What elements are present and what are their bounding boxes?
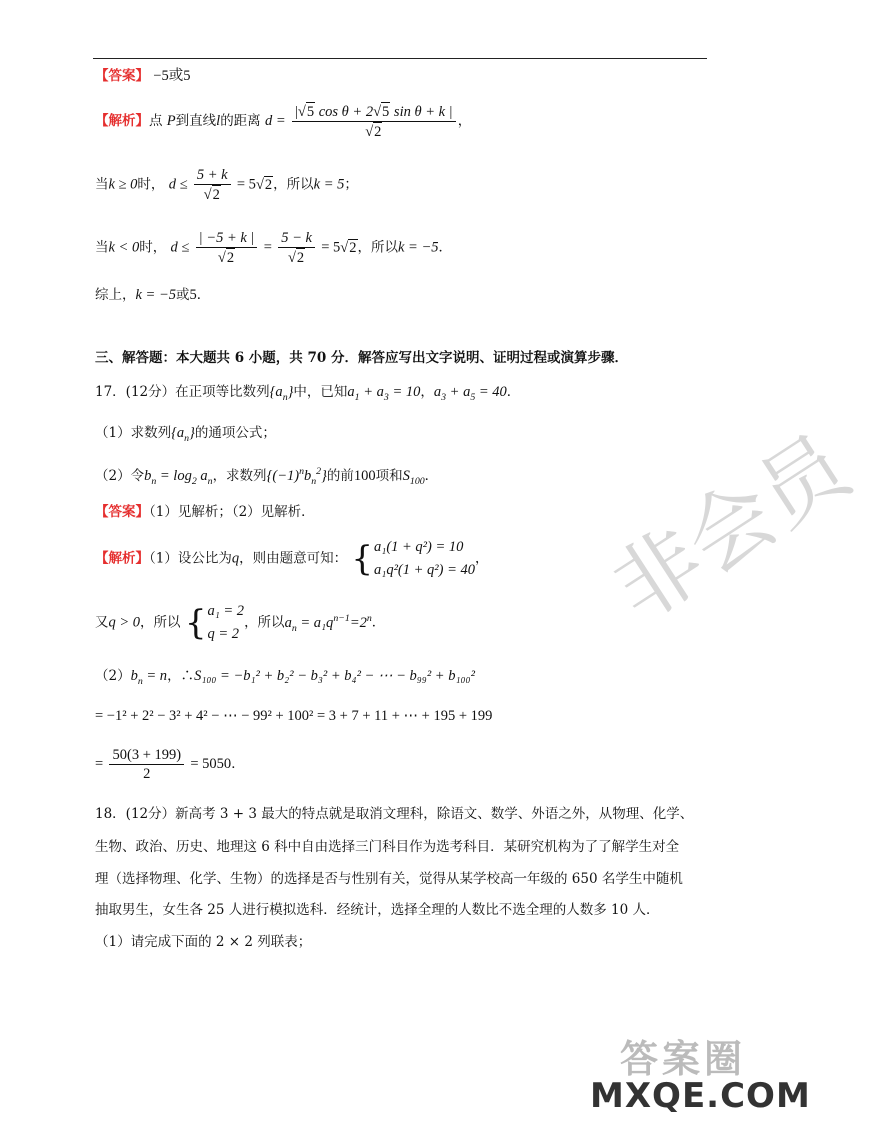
q: q — [231, 550, 240, 567]
text: ， — [420, 384, 434, 400]
a: a — [347, 384, 355, 400]
text: 综上， — [95, 287, 136, 303]
k-value: k = −5 — [398, 239, 439, 256]
sub: n — [282, 391, 288, 403]
sqrt2: 2 — [374, 124, 382, 141]
q16-case2: 当k < 0时， d ≤ $\frac{| -5 + k |}{√2}$ = $\frac{5 - k}{√2}$ = 5√2，所以k = −5． — [95, 230, 453, 267]
q16-answer: −5或5 — [153, 68, 191, 84]
b: b — [303, 467, 312, 484]
text: ，所以 — [140, 614, 181, 631]
q18-line-5: （1）请完成下面的 2 × 2 列联表； — [95, 934, 312, 950]
fraction: $\frac{| -5 + k |}{√2}$ — [196, 229, 258, 267]
condition: k ≥ 0 — [108, 176, 138, 193]
sub: n — [151, 475, 157, 487]
q18-line-3: 理（选择物理、化学、生物）的选择是否与性别有关，觉得从某学校高一年级的 650 名学生中随机 — [95, 871, 683, 887]
text: ，所以 — [273, 176, 314, 193]
plus-a: + a — [359, 384, 384, 400]
text: ． — [196, 287, 211, 303]
text: 的前 — [326, 467, 354, 484]
text: 点 — [149, 113, 163, 130]
logo-top: 答案圈 — [620, 1037, 747, 1081]
formula: d ≤ — [168, 176, 188, 193]
sub: n — [291, 622, 297, 634]
sqrt5: 5 — [382, 104, 390, 120]
text: ， — [475, 550, 489, 567]
sub: n — [137, 675, 143, 687]
q17-solution-5 — [95, 746, 245, 783]
value: = 40 — [475, 384, 507, 400]
analysis-tag: 【解析】 — [95, 113, 149, 130]
sqrt2: 2 — [296, 250, 305, 267]
text: 的通项公式； — [194, 425, 276, 441]
expr: = a₁q — [296, 614, 334, 631]
text: 当 — [95, 239, 109, 256]
line-l: l — [216, 113, 221, 130]
sqrt2: 2 — [212, 187, 220, 204]
eq: = — [95, 756, 104, 773]
text: 当 — [95, 176, 109, 193]
text: 又 — [95, 614, 109, 631]
expr: S₁₀₀ = −b₁² + b₂² − b₃² + b₄² − ⋯ − b₉₉² + b₁₀₀² — [194, 668, 475, 684]
q17-solution-3 — [95, 668, 475, 688]
expr: = n — [142, 668, 168, 684]
q18-line-4: 抽取男生，女生各 25 人进行模拟选科．经统计，选择全理的人数比不选全理的人数多 10 人． — [95, 902, 660, 918]
text: ． — [438, 239, 453, 256]
answer-text: （1）见解析；（2）见解析． — [149, 504, 315, 520]
a: a — [433, 384, 442, 400]
fraction: $\frac{5 + k}{√2}$ — [194, 166, 231, 204]
k-value: k = −5 — [135, 287, 177, 303]
eq2: a₁q²(1 + q²) = 40 — [374, 562, 475, 579]
seq: {a — [171, 425, 185, 441]
q18-line-2: 生物、政治、历史、地理这 6 科中自由选择三门科目作为选考科目．某研究机构为了了解学生对全 — [95, 839, 680, 855]
expr: sin θ + k | — [393, 104, 453, 120]
formula-d: d = — [264, 113, 286, 130]
q17-solution-4: = −1² + 2² − 3² + 4² − ⋯ − 99² + 100² = 3 + 7 + 11 + ⋯ + 195 + 199 — [95, 708, 493, 724]
section-heading: 三、解答题：本大题共 6 小题，共 70 分．解答应写出文字说明、证明过程或演算步骤． — [95, 350, 628, 366]
q17-solution-1: 【解析】（1）设公比为q，则由题意可知： { a₁(1 + q²) = 10 a₁q²(1 + q²) = 40 ， — [95, 536, 489, 582]
expr: cos θ + 2 — [318, 104, 374, 120]
seq-end: } — [321, 467, 327, 484]
fraction — [109, 746, 184, 783]
text: ． — [371, 614, 386, 631]
denominator: 2 — [143, 766, 151, 783]
text: ． — [231, 756, 245, 773]
sqrt2: 2 — [349, 239, 357, 256]
analysis-tag: 【解析】 — [95, 550, 149, 567]
k-value: 5 — [189, 287, 197, 303]
answer-tag: 【答案】 — [95, 504, 149, 520]
text: （2） — [95, 668, 131, 684]
value: = 10 — [388, 384, 421, 400]
q16-case1: 当k ≥ 0时， d ≤ $\frac{5 + k}{√2}$ = 5√2，所以k = 5； — [95, 167, 358, 204]
q17-part2: （2）令$b_n = \log_2 a_n$，求数列$\{(-1)^nb_n^2\}$的前100项和$S_{100}$． — [95, 466, 439, 487]
seq: {a — [269, 384, 283, 400]
eq2: q = 2 — [207, 626, 240, 643]
numerator: 50(3 + 199) — [109, 746, 184, 765]
text: 到直线 — [175, 113, 217, 130]
sup: n — [366, 612, 372, 624]
sup: n — [299, 466, 304, 477]
sqrt5: 5 — [306, 104, 315, 120]
seq-end: } — [189, 425, 195, 441]
text: ， — [457, 113, 472, 130]
numerator: 5 − k — [278, 229, 315, 248]
eq1: a₁ = 2 — [207, 603, 245, 619]
point-p: P — [166, 113, 176, 130]
logo-bottom: MXQE.COM — [590, 1076, 811, 1116]
sqrt2: 2 — [264, 176, 273, 193]
distance-fraction: $\frac{\text{|√5 cos θ + 2√5 sin θ + k |}}{√2}$ — [292, 102, 456, 141]
q17-solution-2: 又q > 0，所以 { a₁ = 2 q = 2 ，所以$a_n = a_1q^{n-1}=2^n$． — [95, 600, 385, 646]
text: ． — [424, 467, 439, 484]
text: （2）令 — [95, 467, 145, 484]
watermark-text: 非会员 — [595, 416, 867, 641]
text: ． — [506, 384, 521, 400]
q18-line-1: 18．(12分）新高考 3 + 3 最大的特点就是取消文理科，除语文、数学、外语之外，从物理、化学、 — [95, 806, 694, 822]
text: 或 — [176, 287, 190, 303]
fraction: $\frac{5 - k}{√2}$ — [278, 229, 315, 267]
sub: n — [207, 475, 213, 487]
text: ； — [344, 176, 358, 193]
text: ，求数列 — [212, 467, 267, 484]
result: = 5 — [236, 176, 256, 193]
system-2 — [207, 600, 244, 646]
text: ，所以 — [357, 239, 398, 256]
eq1: a₁(1 + q²) = 10 — [374, 539, 464, 555]
text: 时， — [137, 176, 165, 193]
q16-summary — [95, 287, 210, 304]
s: S — [402, 467, 410, 484]
watermark-logo — [590, 1028, 811, 1116]
q16-analysis-line — [95, 102, 471, 141]
text: ，所以 — [244, 614, 285, 631]
text: 的距离 — [220, 113, 261, 130]
q17-answer — [95, 504, 315, 520]
text: 时， — [139, 239, 167, 256]
formula: d ≤ — [170, 239, 190, 256]
q17-stem: 17．(12分）在正项等比数列$\{a_n\}$中，已知$a_1 + a_3 = 10$，$a_3 + a_5 = 40$． — [95, 384, 521, 403]
log: = log — [156, 467, 192, 484]
seq-end: } — [287, 384, 294, 400]
b: b — [130, 668, 138, 684]
plus-a: + a — [446, 384, 471, 400]
header-rule — [93, 58, 707, 59]
text: 17．(12分）在正项等比数列 — [95, 384, 270, 400]
q16-answer-line — [95, 68, 190, 85]
text: 中，已知 — [293, 384, 348, 400]
sub: n — [184, 432, 190, 444]
result: = 5050 — [190, 756, 232, 773]
text: ，则由题意可知： — [239, 550, 348, 567]
condition: q > 0 — [108, 614, 141, 631]
text: 项和 — [375, 467, 403, 484]
sub: n — [311, 475, 317, 487]
numerator: | −5 + k | — [196, 229, 258, 248]
text: （1）求数列 — [95, 425, 172, 441]
abs-bar: | — [294, 104, 298, 120]
text: ，∴ — [167, 668, 195, 684]
seq: {(−1) — [266, 467, 300, 484]
sub: 100 — [409, 475, 425, 487]
expr: =2 — [349, 614, 367, 631]
a: a — [284, 614, 292, 631]
k-value: k = 5 — [313, 176, 345, 193]
condition: k < 0 — [108, 239, 140, 256]
number: 100 — [353, 467, 376, 484]
text: （1）设公比为 — [149, 550, 232, 567]
result: = 5 — [321, 239, 341, 256]
sqrt2: 2 — [226, 250, 235, 267]
answer-tag: 【答案】 — [95, 68, 149, 84]
system-1 — [374, 536, 475, 582]
q17-part1 — [95, 425, 276, 445]
numerator: 5 + k — [194, 166, 231, 185]
